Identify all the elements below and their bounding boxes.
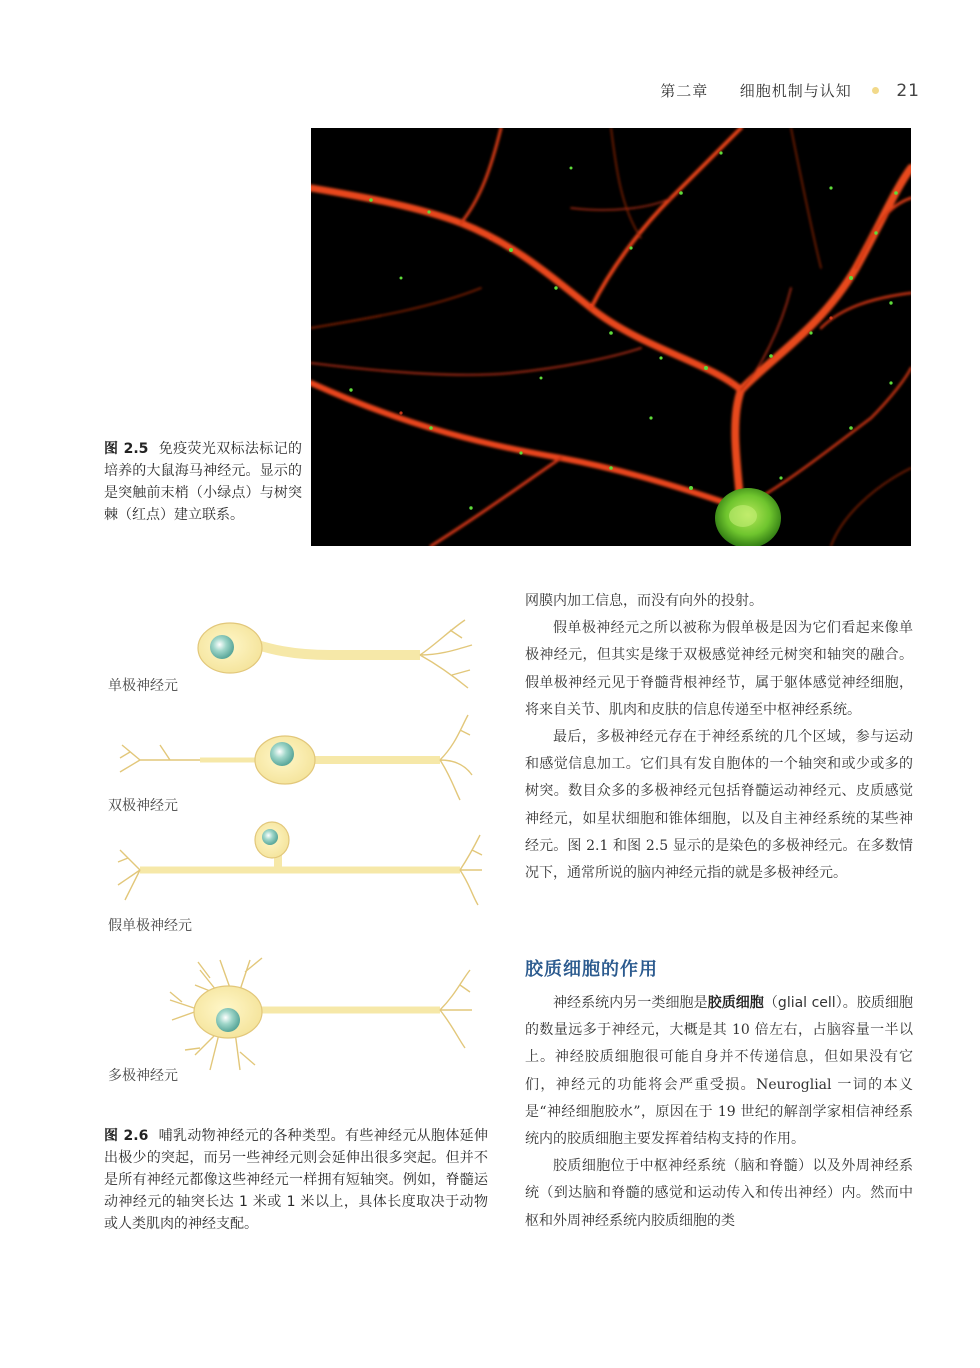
unipolar-nucleus-icon	[210, 635, 234, 659]
paragraph-4-rest: 胶质细胞的数量远多于神经元，大概是其 10 倍左右，占脑容量一半以上。神经胶质细胞很可能自身并不传递信息，但如果没有它们，神经元的功能将会严重受损。Neuroglial 一词的本义是“神经细胞胶水”，原因在于 19 世纪的解剖学家相信神经系统内的胶质细胞主要发挥着结构支持的作用。	[525, 995, 914, 1148]
body-column-top	[525, 588, 913, 887]
bipolar-nucleus-icon	[270, 742, 294, 766]
paragraph-1: 网膜内加工信息，而没有向外的投射。	[525, 593, 763, 609]
figure-2-6-text: 哺乳动物神经元的各种类型。有些神经元从胞体延伸出极少的突起，而另一些神经元则会延伸出很多突起。但并不是所有神经元都像这些神经元一样拥有短轴突。例如，脊髓运动神经元的轴突长达 1 米或 1 米以上，具体长度取决于动物或人类肌肉的神经支配。	[104, 1128, 488, 1232]
pseudounipolar-label: 假单极神经元	[108, 918, 192, 934]
page-number: 21	[896, 81, 920, 101]
pseudounipolar-nucleus-icon	[262, 829, 278, 845]
paragraph-4	[525, 990, 913, 1153]
multipolar-label: 多极神经元	[108, 1068, 178, 1084]
header-dot-icon	[872, 87, 879, 94]
figure-2-5-label: 图 2.5	[104, 441, 149, 457]
chapter-number: 第二章	[660, 82, 709, 100]
figure-2-5-caption	[104, 438, 302, 526]
chapter-title: 细胞机制与认知	[739, 82, 852, 100]
paragraph-3: 最后，多极神经元存在于神经系统的几个区域，参与运动和感觉信息加工。它们具有发自胞体的一个轴突和或少或多的树突。数目众多的多极神经元包括脊髓运动神经元、皮质感觉神经元，如星状细胞和锥体细胞，以及自主神经系统的某些神经元。图 2.1 和图 2.5 显示的是染色的多极神经元。在多数情况下，通常所说的脑内神经元指的就是多极神经元。	[525, 729, 913, 882]
figure-2-6-caption	[104, 1125, 488, 1235]
figure-2-6-label: 图 2.6	[104, 1128, 149, 1144]
paragraph-5: 胶质细胞位于中枢神经系统（脑和脊髓）以及外周神经系统（到达脑和脊髓的感觉和运动传入和传出神经）内。然而中枢和外周神经系统内胶质细胞的类	[525, 1158, 913, 1229]
glial-cell-term: 胶质细胞	[707, 995, 764, 1011]
section-heading: 胶质细胞的作用	[525, 959, 658, 980]
multipolar-nucleus-icon	[216, 1008, 240, 1032]
fluorescence-neuron-image	[311, 128, 911, 546]
paragraph-2: 假单极神经元之所以被称为假单极是因为它们看起来像单极神经元，但其实是缘于双极感觉神经元树突和轴突的融合。假单极神经元见于脊髓背根神经节，属于躯体感觉神经细胞，将来自关节、肌肉和皮肤的信息传递至中枢神经系统。	[525, 620, 913, 718]
neuron-types-figure	[100, 600, 500, 1100]
glial-cell-english: （glial cell）。	[763, 995, 857, 1011]
bipolar-label: 双极神经元	[108, 798, 178, 814]
figure-2-5-text: 免疫荧光双标法标记的培养的大鼠海马神经元。显示的是突触前末梢（小绿点）与树突棘（红点）建立联系。	[104, 441, 302, 523]
body-column-bottom	[525, 990, 913, 1235]
running-header	[560, 80, 920, 104]
unipolar-label: 单极神经元	[108, 678, 178, 694]
paragraph-4-start: 神经系统内另一类细胞是	[553, 995, 708, 1011]
